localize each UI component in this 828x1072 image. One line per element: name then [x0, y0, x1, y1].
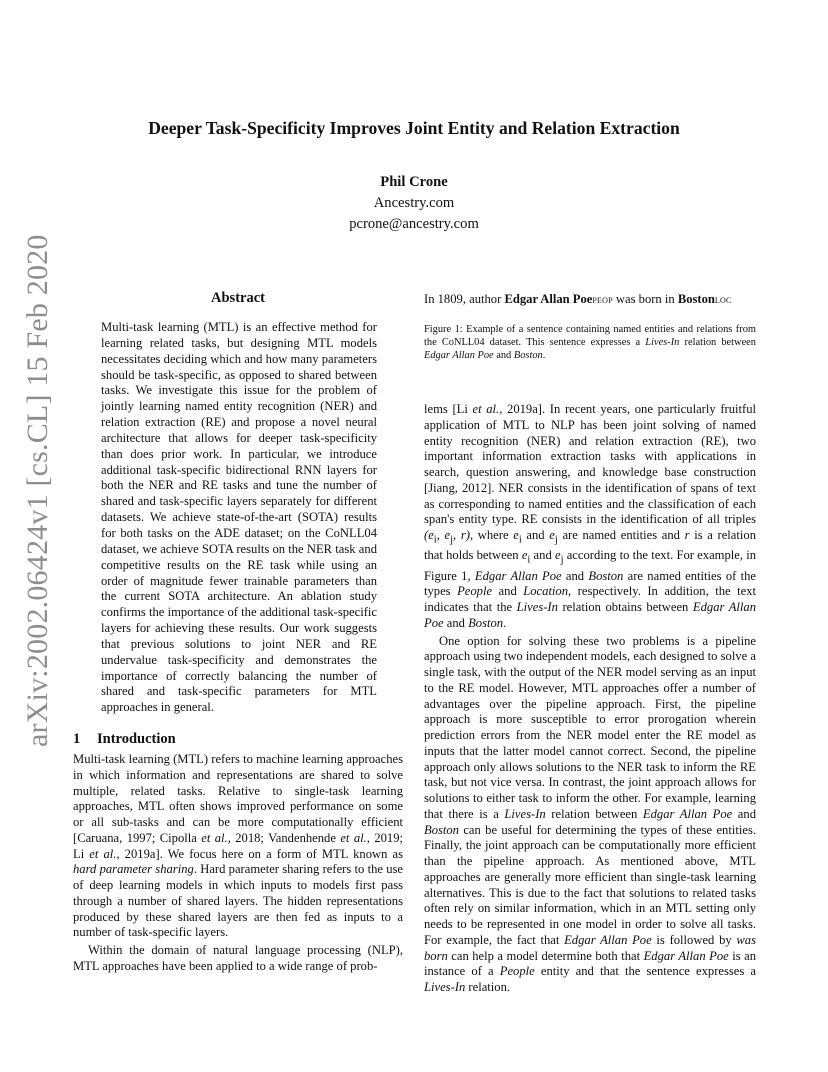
author-email: pcrone@ancestry.com — [349, 216, 479, 232]
figure-1-caption: Figure 1: Example of a sentence containing named entities and relations from the CoNLL04 dataset. This sentence expresses a Lives-In relation between Edgar Allan Poe and Boston. — [424, 324, 756, 361]
body-paragraph-ner-re: lems [Li et al., 2019a]. In recent years, one particularly fruitful application of MTL to NLP has been joint solving of named entity recognition (NER) and relation extraction (RE), two important information extraction tasks with applications in search, question answering, and knowledge base construction [Jiang, 2012]. NER consists in the identification of spans of text as corresponding to named entities and the classification of each span's entity type. RE consists in the identification of all triples ($e_i$, $e_j$, r), where $e_i$ and $e_j$ are named entities and r is a relation that holds between $e_i$ and $e_j$ according to the text. For example, in Figure 1, Edgar Allan Poe and Boston are named entities of the types People and Location, respectively. In addition, the text indicates that the Lives-In relation obtains between Edgar Allan Poe and Boston. — [424, 402, 757, 630]
author-name: Phil Crone — [380, 174, 448, 190]
section-number: 1 — [73, 731, 81, 748]
entity-tag-loc: LOC — [714, 296, 732, 305]
entity-tag-peop: PEOP — [592, 296, 613, 305]
paper-title: Deeper Task-Specificity Improves Joint Entity and Relation Extraction — [148, 118, 680, 138]
intro-paragraph-2: Within the domain of natural language processing (NLP), MTL approaches have been applied to a wide range of prob- — [73, 943, 403, 973]
right-column — [424, 287, 756, 996]
abstract-heading: Abstract — [211, 290, 265, 306]
intro-paragraph-1: Multi-task learning (MTL) refers to machine learning approaches in which information and representations are shared to solve multiple, related tasks. Relative to single-task learning approaches, MTL often shows improved performance on some or all sub-tasks and can be more computationally efficient [Caruana, 1997; Cipolla et al., 2018; Vandenhende et al., 2019; Li et al., 2019a]. We focus here on a form of MTL known as hard parameter sharing. Hard parameter sharing refers to the use of deep learning models in which inputs to models first pass through a number of shared layers. The hidden representations produced by these shared layers are then fed as inputs to a number of task-specific layers. — [73, 752, 404, 940]
author-affiliation: Ancestry.com — [373, 195, 455, 211]
author-block — [0, 172, 828, 235]
arxiv-identifier: arXiv:2002.06424v1 [cs.CL] 15 Feb 2020 — [21, 234, 54, 747]
abstract-text: Multi-task learning (MTL) is an effective method for learning related tasks, but designing MTL models necessitates deciding which and how many parameters should be task-specific, as opposed to shared between tasks. We investigate this issue for the problem of jointly learning named entity recognition (NER) and relation extraction (RE) and propose a novel neural architecture that allows for deeper task-specificity than does prior work. In particular, we introduce additional task-specific bidirectional RNN layers for both the NER and RE tasks and tune the number of shared and task-specific layers separately for different datasets. We achieve state-of-the-art (SOTA) results for both tasks on the ADE dataset; on the CoNLL04 dataset, we achieve SOTA results on the NER task and competitive results on the RE task while using an order of magnitude fewer trainable parameters than the current SOTA architecture. An ablation study confirms the importance of the additional task-specific layers for achieving these results. Our work suggests that previous solutions to joint NER and RE undervalue task-specificity and demonstrates the importance of correctly balancing the number of shared and task-specific parameters for MTL approaches in general. — [101, 320, 377, 715]
right-body-text — [424, 402, 756, 996]
body-paragraph-pipeline: One option for solving these two problems is a pipeline approach using two independent models, each designed to solve a single task, with the output of the NER model serving as an input to the RE model. However, MTL approaches offer a number of advantages over the pipeline approach. First, the pipeline approach is more susceptible to error prorogation wherein prediction errors from the NER model enter the RE model as inputs that the latter model cannot correct. Second, the pipeline approach only allows solutions to the NER task to inform the RE task, but not vice versa. In contrast, the joint approach allows for solutions to either task to inform the other. For example, learning that there is a Lives-In relation between Edgar Allan Poe and Boston can be useful for determining the types of these entities. Finally, the joint approach can be computationally more efficient than the pipeline approach. As mentioned above, MTL approaches are generally more efficient than single-task learning alternatives. This is due to the fact that solutions to related tasks often rely on similar information, which in an MTL setting only needs to be represented in one model in order to solve all tasks. For example, the fact that Edgar Allan Poe is followed by was born can help a model determine both that Edgar Allan Poe is an instance of a People entity and that the sentence expresses a Lives-In relation. — [424, 633, 757, 995]
section-title: Introduction — [97, 731, 176, 748]
left-column — [73, 290, 403, 975]
arxiv-side-stamp — [18, 234, 58, 747]
figure-1-example-sentence: In 1809, author Edgar Allan PoePEOP was born in BostonLOC — [424, 292, 732, 306]
section-heading-introduction — [73, 731, 403, 748]
